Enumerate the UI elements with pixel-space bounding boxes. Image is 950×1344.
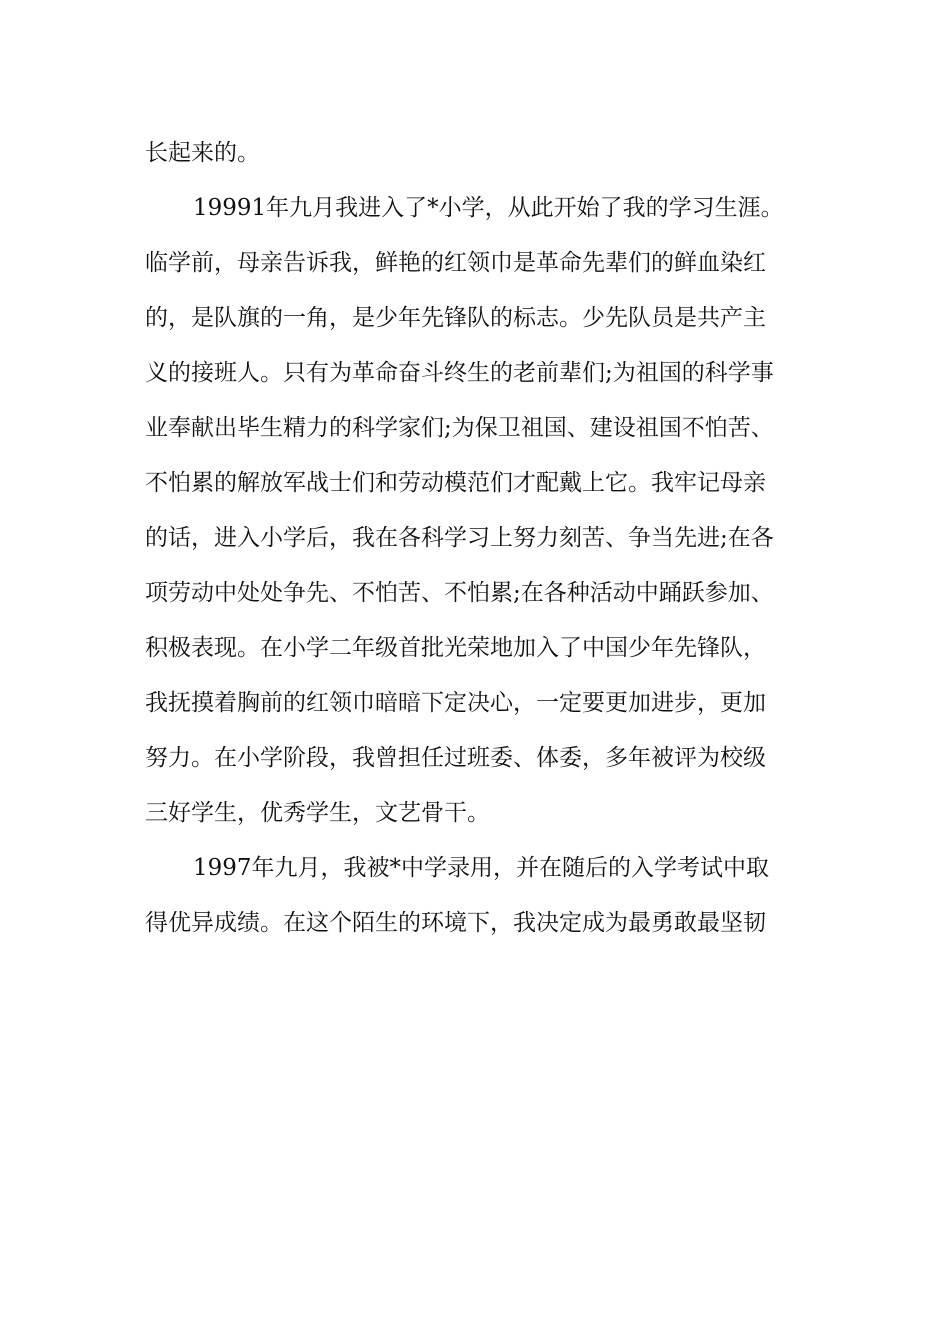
text-line: 不怕累的解放军战士们和劳动模范们才配戴上它。我牢记母亲 (145, 470, 766, 496)
text-line: 积极表现。在小学二年级首批光荣地加入了中国少年先锋队， (145, 635, 766, 661)
text-line: 我抚摸着胸前的红领巾暗暗下定决心，一定要更加进步，更加 (145, 690, 766, 716)
text-line: 的话，进入小学后，我在各科学习上努力刻苦、争当先进;在各 (145, 525, 774, 551)
text-line: 长起来的。 (145, 140, 260, 166)
text-line: 临学前，母亲告诉我，鲜艳的红领巾是革命先辈们的鲜血染红 (145, 250, 766, 276)
text-line: 义的接班人。只有为革命奋斗终生的老前辈们;为祖国的科学事 (145, 360, 774, 386)
text-line: 努力。在小学阶段，我曾担任过班委、体委，多年被评为校级 (145, 745, 766, 771)
text-line: 1997年九月，我被*中学录用，并在随后的入学考试中取 (193, 855, 770, 881)
text-line: 的，是队旗的一角，是少年先锋队的标志。少先队员是共产主 (145, 305, 766, 331)
text-line: 项劳动中处处争先、不怕苦、不怕累;在各种活动中踊跃参加、 (145, 580, 774, 606)
text-line: 19991年九月我进入了*小学，从此开始了我的学习生涯。 (193, 195, 784, 221)
document-body (145, 126, 810, 951)
text-line: 三好学生，优秀学生，文艺骨干。 (145, 800, 490, 826)
text-line: 得优异成绩。在这个陌生的环境下，我决定成为最勇敢最坚韧 (145, 910, 766, 936)
text-line: 业奉献出毕生精力的科学家们;为保卫祖国、建设祖国不怕苦、 (145, 415, 774, 441)
